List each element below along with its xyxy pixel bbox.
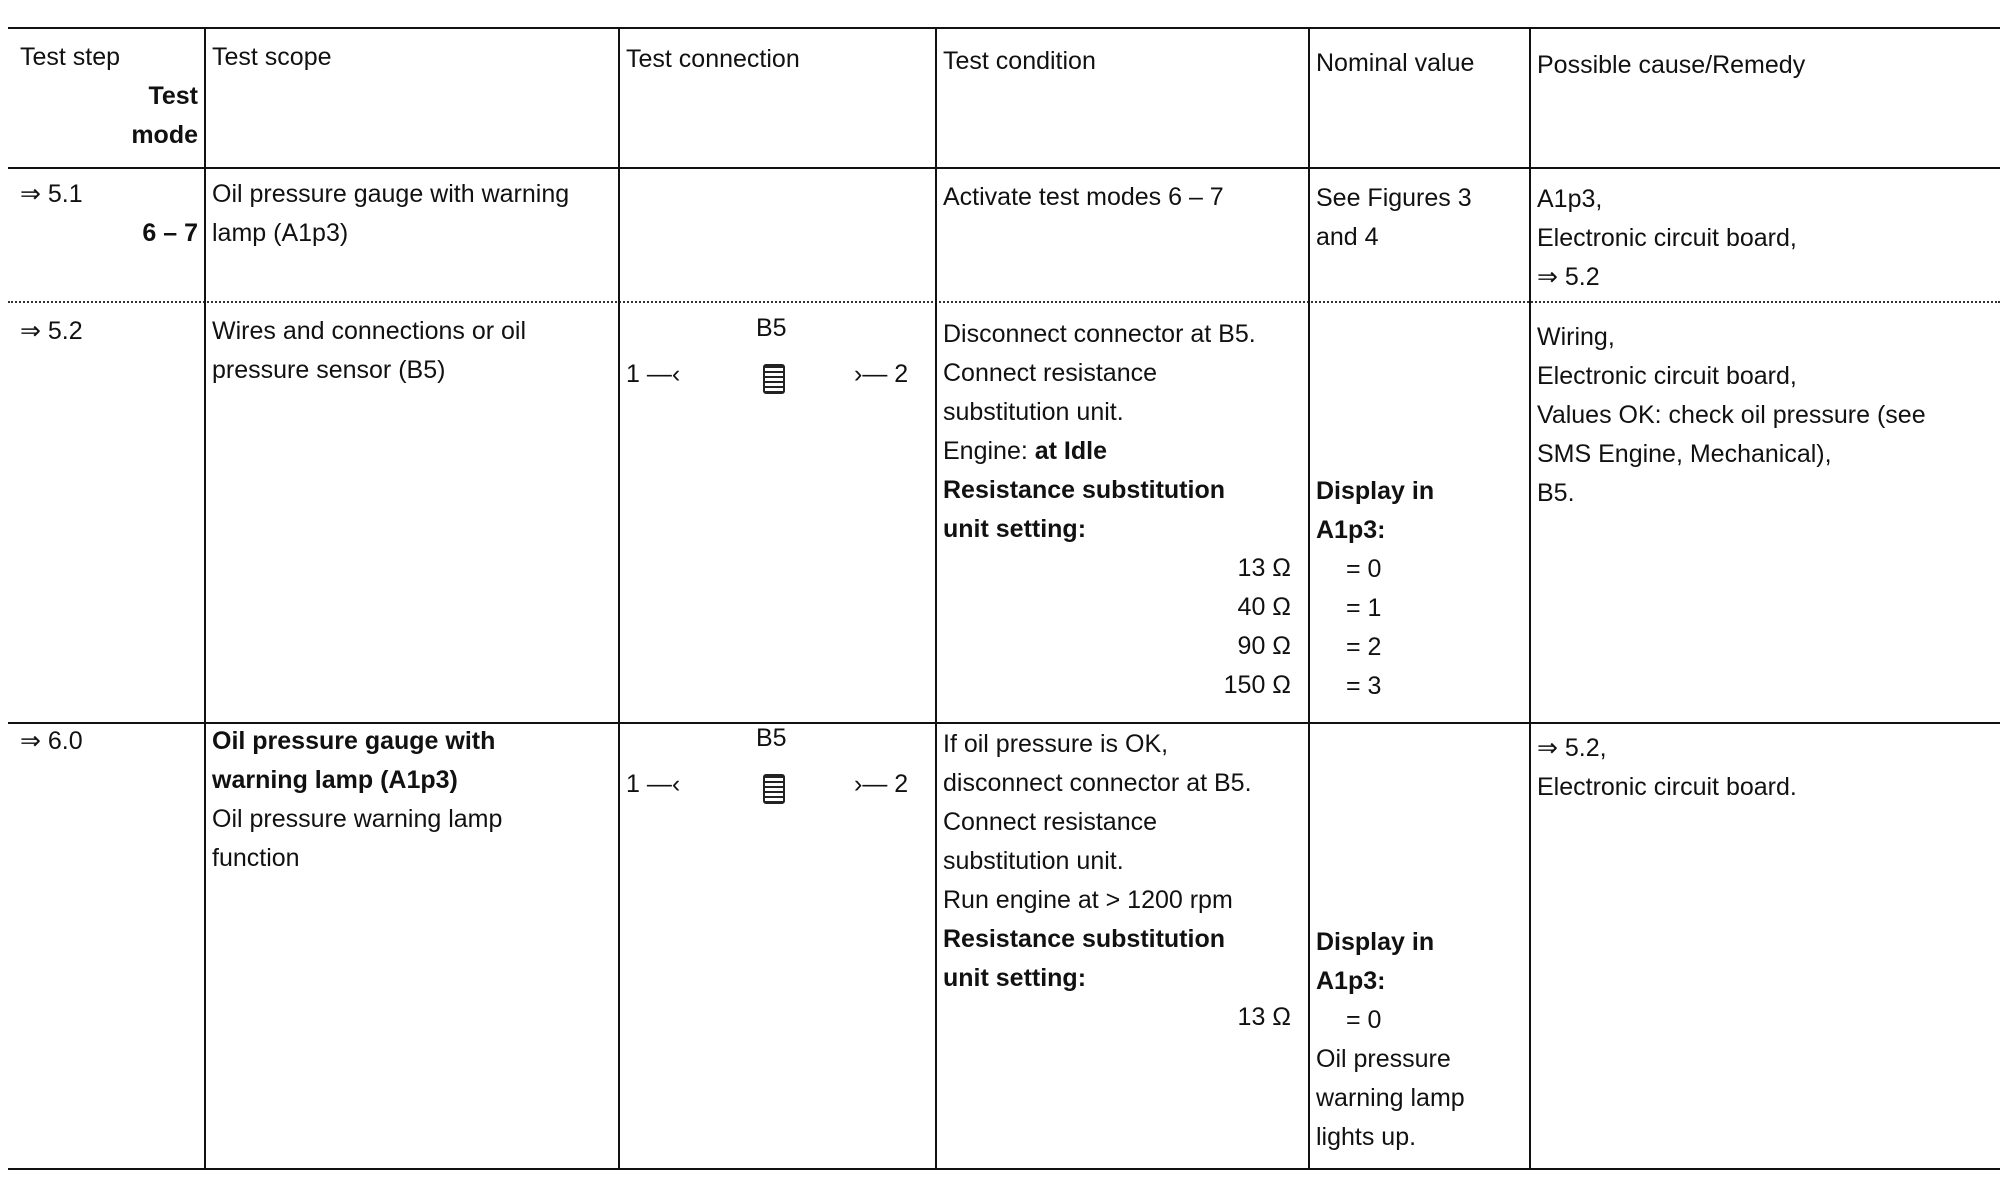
column-divider bbox=[204, 27, 206, 1168]
row-5-2-scope bbox=[212, 312, 526, 390]
display-heading: Display in bbox=[1316, 477, 1435, 505]
row-6-0-connection bbox=[626, 724, 926, 824]
header-test-connection: Test connection bbox=[626, 45, 800, 73]
header-test-step-label: Test step bbox=[20, 43, 121, 71]
cause-line: ⇒ 5.2, bbox=[1537, 734, 1607, 762]
row-6-0-step: ⇒ 6.0 bbox=[20, 727, 83, 755]
condition-line: If oil pressure is OK, bbox=[943, 730, 1169, 758]
row-5-2-connection bbox=[626, 314, 926, 414]
step-number: ⇒ 5.1 bbox=[20, 180, 83, 208]
row-separator-dotted bbox=[8, 301, 2000, 303]
scope-line: Wires and connections or oil bbox=[212, 317, 527, 345]
header-test-scope: Test scope bbox=[212, 43, 332, 71]
resistance-value: 40 Ω bbox=[1237, 593, 1291, 621]
display-value: = 0 bbox=[1346, 555, 1382, 583]
column-divider bbox=[1529, 27, 1531, 1168]
condition-line: Connect resistance bbox=[943, 808, 1158, 836]
connector-pin-right: ›— 2 bbox=[854, 770, 909, 798]
header-test-step bbox=[20, 38, 198, 155]
display-heading: Display in bbox=[1316, 928, 1435, 956]
header-test-mode-label: Test bbox=[148, 82, 198, 110]
scope-line: function bbox=[212, 844, 300, 872]
row-5-2-step: ⇒ 5.2 bbox=[20, 317, 83, 345]
cause-line: SMS Engine, Mechanical), bbox=[1537, 440, 1832, 468]
nominal-line: Oil pressure bbox=[1316, 1045, 1451, 1073]
row-5-1-step bbox=[20, 175, 198, 253]
scope-heading: warning lamp (A1p3) bbox=[212, 766, 458, 794]
setting-heading: unit setting: bbox=[943, 964, 1087, 992]
resistance-value: 90 Ω bbox=[1237, 632, 1291, 660]
engine-state: at Idle bbox=[1034, 437, 1107, 465]
resistance-value: 150 Ω bbox=[1223, 671, 1291, 699]
header-test-mode-label: mode bbox=[131, 121, 198, 149]
nominal-line: warning lamp bbox=[1316, 1084, 1465, 1112]
row-5-1-scope bbox=[212, 175, 569, 253]
cause-line: A1p3, bbox=[1537, 185, 1603, 213]
setting-heading: Resistance substitution bbox=[943, 925, 1225, 953]
column-divider bbox=[618, 27, 620, 1168]
engine-line bbox=[943, 432, 1303, 471]
scope-line: Oil pressure gauge with warning bbox=[212, 180, 570, 208]
connector-pin-right: ›— 2 bbox=[854, 360, 909, 388]
header-possible-cause: Possible cause/Remedy bbox=[1537, 51, 1806, 79]
setting-heading: Resistance substitution bbox=[943, 476, 1225, 504]
connector-pin-left: 1 —‹ bbox=[626, 770, 681, 798]
row-5-1-condition bbox=[943, 178, 1224, 217]
connector-plug-icon bbox=[763, 774, 785, 804]
scope-line: Oil pressure warning lamp bbox=[212, 805, 503, 833]
condition-line: disconnect connector at B5. bbox=[943, 769, 1252, 797]
condition-line: Activate test modes 6 – 7 bbox=[943, 183, 1224, 211]
row-5-2-condition bbox=[943, 315, 1303, 705]
column-divider bbox=[1308, 27, 1310, 1168]
display-value: = 3 bbox=[1346, 672, 1382, 700]
condition-line: substitution unit. bbox=[943, 847, 1124, 875]
scope-line: pressure sensor (B5) bbox=[212, 356, 446, 384]
row-5-2-nominal bbox=[1316, 472, 1434, 706]
condition-line: Connect resistance bbox=[943, 359, 1158, 387]
connector-label: B5 bbox=[756, 724, 787, 752]
cause-line: Values OK: check oil pressure (see bbox=[1537, 401, 1926, 429]
row-5-2-cause bbox=[1537, 318, 1926, 513]
test-mode: 6 – 7 bbox=[142, 219, 198, 247]
nominal-line: lights up. bbox=[1316, 1123, 1417, 1151]
row-5-1-nominal bbox=[1316, 179, 1472, 257]
scope-line: lamp (A1p3) bbox=[212, 219, 349, 247]
row-6-0-condition bbox=[943, 725, 1303, 1037]
display-heading: A1p3: bbox=[1316, 516, 1386, 544]
condition-line: Run engine at > 1200 rpm bbox=[943, 886, 1233, 914]
cause-line: Electronic circuit board. bbox=[1537, 773, 1797, 801]
column-divider bbox=[935, 27, 937, 1168]
nominal-line: See Figures 3 bbox=[1316, 184, 1472, 212]
connector-pin-left: 1 —‹ bbox=[626, 360, 681, 388]
display-value: = 0 bbox=[1346, 1006, 1382, 1034]
header-nominal-value: Nominal value bbox=[1316, 49, 1475, 77]
table-bottom-rule bbox=[8, 1168, 2000, 1170]
connector-label: B5 bbox=[756, 314, 787, 342]
condition-line: substitution unit. bbox=[943, 398, 1124, 426]
scope-heading: Oil pressure gauge with bbox=[212, 727, 496, 755]
cause-line: B5. bbox=[1537, 479, 1575, 507]
cause-line: ⇒ 5.2 bbox=[1537, 263, 1600, 291]
cause-line: Electronic circuit board, bbox=[1537, 224, 1797, 252]
cause-line: Electronic circuit board, bbox=[1537, 362, 1797, 390]
header-bottom-rule bbox=[8, 167, 2000, 169]
display-heading: A1p3: bbox=[1316, 967, 1386, 995]
condition-line: Disconnect connector at B5. bbox=[943, 320, 1256, 348]
row-6-0-nominal bbox=[1316, 923, 1465, 1157]
display-value: = 1 bbox=[1346, 594, 1382, 622]
connector-plug-icon bbox=[763, 364, 785, 394]
header-test-condition: Test condition bbox=[943, 47, 1096, 75]
table-top-rule bbox=[8, 27, 2000, 29]
setting-heading: unit setting: bbox=[943, 515, 1087, 543]
display-value: = 2 bbox=[1346, 633, 1382, 661]
cause-line: Wiring, bbox=[1537, 323, 1615, 351]
nominal-line: and 4 bbox=[1316, 223, 1379, 251]
resistance-value: 13 Ω bbox=[1237, 554, 1291, 582]
row-6-0-cause bbox=[1537, 729, 1797, 807]
row-6-0-scope bbox=[212, 722, 502, 878]
row-5-1-cause bbox=[1537, 180, 1797, 297]
engine-prefix: Engine: bbox=[943, 437, 1035, 465]
resistance-value: 13 Ω bbox=[1237, 1003, 1291, 1031]
